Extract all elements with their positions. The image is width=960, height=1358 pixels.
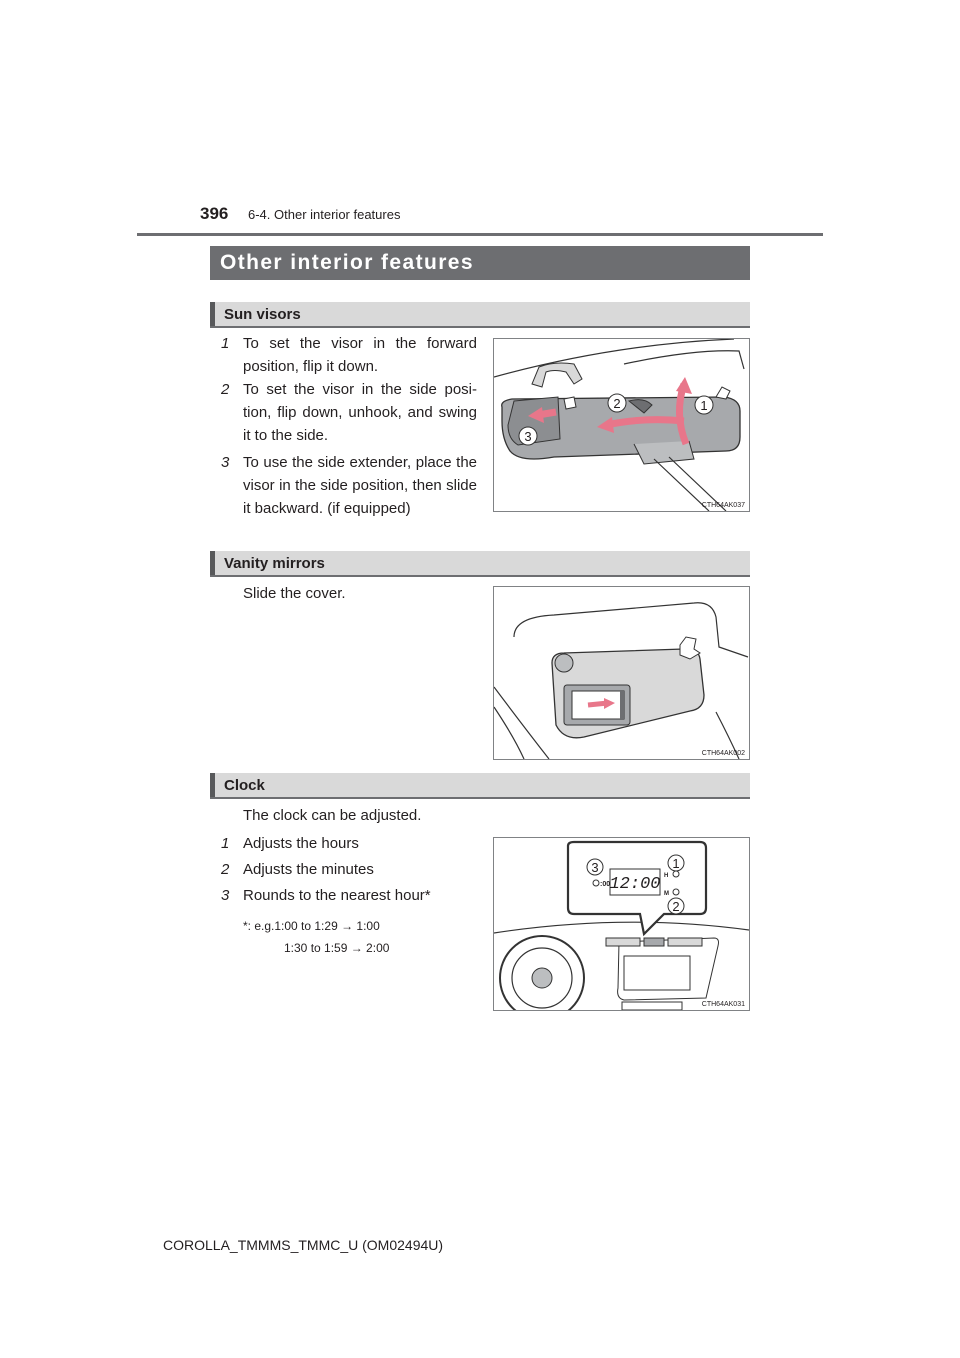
section-path: 6-4. Other interior features	[248, 207, 401, 222]
minute-button-label: M	[664, 891, 669, 897]
item-number-1: 1	[221, 835, 230, 852]
footnote-line-2: 1:30 to 1:59 → 2:00	[284, 941, 390, 955]
clock-heading: Clock	[224, 777, 265, 794]
sun-visor-figure	[493, 338, 750, 512]
clock-intro: The clock can be adjusted.	[243, 807, 422, 824]
sun-visor-step-1: To set the visor in the forward position, flip it down.	[243, 335, 477, 375]
vanity-mirror-instruction: Slide the cover.	[243, 585, 346, 602]
footnote-line-1: *: e.g.1:00 to 1:29 → 1:00	[243, 919, 380, 933]
sun-visor-step-2: To set the visor in the side posi-tion, flip down, unhook, and swing it to the side.	[243, 381, 477, 444]
hour-button-label: H	[664, 873, 669, 879]
round-button-label: :00	[600, 881, 611, 888]
item-number-3: 3	[221, 887, 230, 904]
figure-code: CTH64AK037	[701, 502, 745, 509]
clock-item-round: Rounds to the nearest hour*	[243, 887, 431, 904]
page-title: Other interior features	[220, 251, 474, 274]
sun-visors-heading-bar	[210, 302, 750, 328]
callout-1: 1	[672, 856, 680, 871]
vanity-mirror-illustration	[494, 587, 749, 759]
clock-item-minutes: Adjusts the minutes	[243, 861, 374, 878]
vanity-mirrors-heading: Vanity mirrors	[224, 555, 325, 572]
sun-visor-illustration	[494, 339, 749, 511]
clock-display-time: 12:00	[609, 875, 661, 894]
clock-heading-bar	[210, 773, 750, 799]
callout-3: 3	[591, 860, 599, 875]
sun-visor-step-3: To use the side extender, place the visor in the side position, then slide it backward. (if equipped)	[243, 454, 477, 517]
page-title-bar	[210, 246, 750, 280]
clock-illustration	[494, 838, 749, 1010]
vanity-mirror-figure	[493, 586, 750, 760]
vanity-mirrors-heading-bar	[210, 551, 750, 577]
sun-visors-heading: Sun visors	[224, 306, 301, 323]
footer-document-code: COROLLA_TMMMS_TMMC_U (OM02494U)	[163, 1237, 444, 1253]
callout-1: 1	[700, 398, 708, 413]
figure-code: CTH64AK031	[701, 1001, 745, 1008]
item-number-2: 2	[221, 861, 230, 878]
callout-2: 2	[613, 396, 621, 411]
page-number: 396	[200, 204, 229, 223]
callout-2: 2	[672, 899, 680, 914]
figure-code: CTH64AK002	[701, 750, 745, 757]
step-number-2: 2	[221, 381, 230, 398]
clock-item-hours: Adjusts the hours	[243, 835, 359, 852]
callout-3: 3	[524, 429, 532, 444]
header-rule	[137, 233, 823, 236]
step-number-1: 1	[221, 335, 230, 352]
step-number-3: 3	[221, 454, 230, 471]
clock-figure	[493, 837, 750, 1011]
